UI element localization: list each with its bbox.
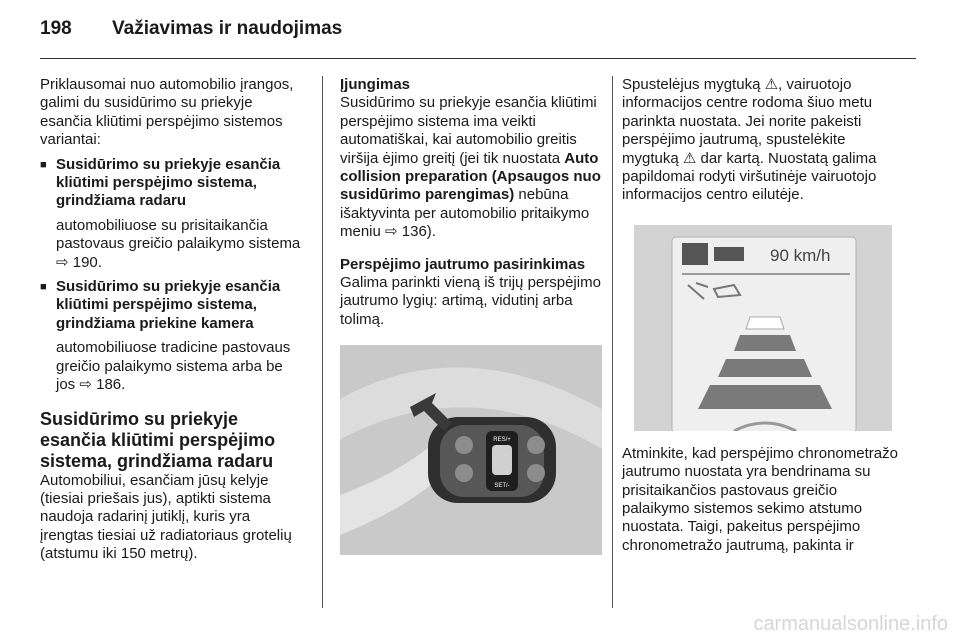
column-1 (40, 76, 304, 564)
column-2 (340, 76, 602, 555)
collision-alert-button-icon: ⚠ (682, 149, 697, 167)
bullet-square-icon: ■ (40, 281, 47, 294)
column-divider-2 (612, 76, 613, 608)
header-divider (40, 58, 916, 59)
page-reference: 136). (401, 223, 436, 241)
sensitivity-bars-icon (714, 247, 744, 261)
sensitivity-paragraph: Galima parinkti vieną iš trijų perspėjimo jautrumo lygių: artimą, vidutinį arba tolimą. (340, 274, 601, 328)
bullet-title: Susidūrimo su priekyje esančia kliūtimi perspėjimo sistema, grindžiama radaru (56, 155, 281, 210)
driver-info-display-image (622, 225, 904, 431)
display-speed: 90 km/h (770, 245, 831, 265)
reference-arrow-icon: ⇨ (385, 223, 398, 241)
bullet-text: automobiliuose su prisitaikančia pastovaus greičio palaikymo sistema ⇨ 190. (56, 216, 301, 271)
page-reference: 186. (96, 376, 126, 394)
display-paragraph: Spustelėjus mygtuką ⚠, vairuotojo informacijos centre rodoma šiuo metu parinkta nuostata. Jei norite pakeisti perspėjimo jautrumą, spustelėkite mygtuką ⚠ dar kartą. Nuostatą galima papildomai rodyti viršutinėje vairuotojo informacijos centro eilutėje. (622, 76, 877, 204)
list-item (40, 278, 304, 394)
bullet-title: Susidūrimo su priekyje esančia kliūtimi perspėjimo sistema, grindžiama priekine kamera (56, 278, 281, 332)
page-number: 198 (40, 18, 72, 39)
collision-alert-button-icon: ⚠ (764, 76, 779, 93)
vehicle-ahead-icon (682, 243, 708, 265)
steering-wheel-controls-image (340, 345, 602, 555)
bullet-text: automobiliuose tradicine pastovaus greičio palaikymo sistema arba be jos ⇨ 186. (56, 339, 291, 394)
page-reference: 190. (72, 253, 102, 271)
sensitivity-heading: Perspėjimo jautrumo pasirinkimas (340, 255, 586, 273)
set-minus-label: SET/- (494, 483, 510, 490)
activation-heading: Įjungimas (340, 76, 411, 93)
closing-paragraph: Atminkite, kad perspėjimo chronometražo jautrumo nuostata yra bendrinama su prisitaikančios pastovaus greičio palaikymo sistemos sekimo atstumo nuostata. Taigi, pakeitus perspėjimo chronometražo jautrumą, pakinta ir (622, 444, 898, 554)
reference-arrow-icon: ⇨ (79, 376, 92, 394)
reference-arrow-icon: ⇨ (56, 253, 69, 271)
menu-setting-name: Auto collision preparation (Apsaugos nuo susidūrimo parengimas) (340, 149, 601, 204)
page-header (40, 18, 920, 50)
resume-plus-label: RES/+ (493, 437, 511, 444)
list-item (40, 156, 304, 272)
watermark-text: carmanualsonline.info (753, 613, 948, 635)
section-heading: Susidūrimo su priekyje esančia kliūtimi perspėjimo sistema, grindžiama radaru (40, 408, 276, 471)
column-divider-1 (322, 76, 323, 608)
section-body: Automobiliui, esančiam jūsų kelyje (tiesiai priešais jus), aptikti sistema naudoja radarinį jutiklį, kuris yra įrengtas tiesiai už radiatoriaus grotelių (atstumu iki 150 metrų). (40, 471, 292, 563)
chapter-title: Važiavimas ir naudojimas (112, 18, 343, 39)
activation-paragraph: Susidūrimo su priekyje esančia kliūtimi perspėjimo sistema ima veikti automatiškai, kai automobilio greitis viršija ėjimo greitį (jei tik nuostata Auto collision preparation (Apsaugos nuo susidūrimo parengimas) nebūna išaktyvinta per automobilio pritaikymo meniu ⇨ 136). (340, 94, 601, 241)
bullet-square-icon: ■ (40, 158, 47, 171)
intro-paragraph: Priklausomai nuo automobilio įrangos, galimi du susidūrimo su priekyje esančia kliūtimi perspėjimo sistemos variantai: (40, 76, 294, 149)
column-3 (622, 76, 904, 555)
